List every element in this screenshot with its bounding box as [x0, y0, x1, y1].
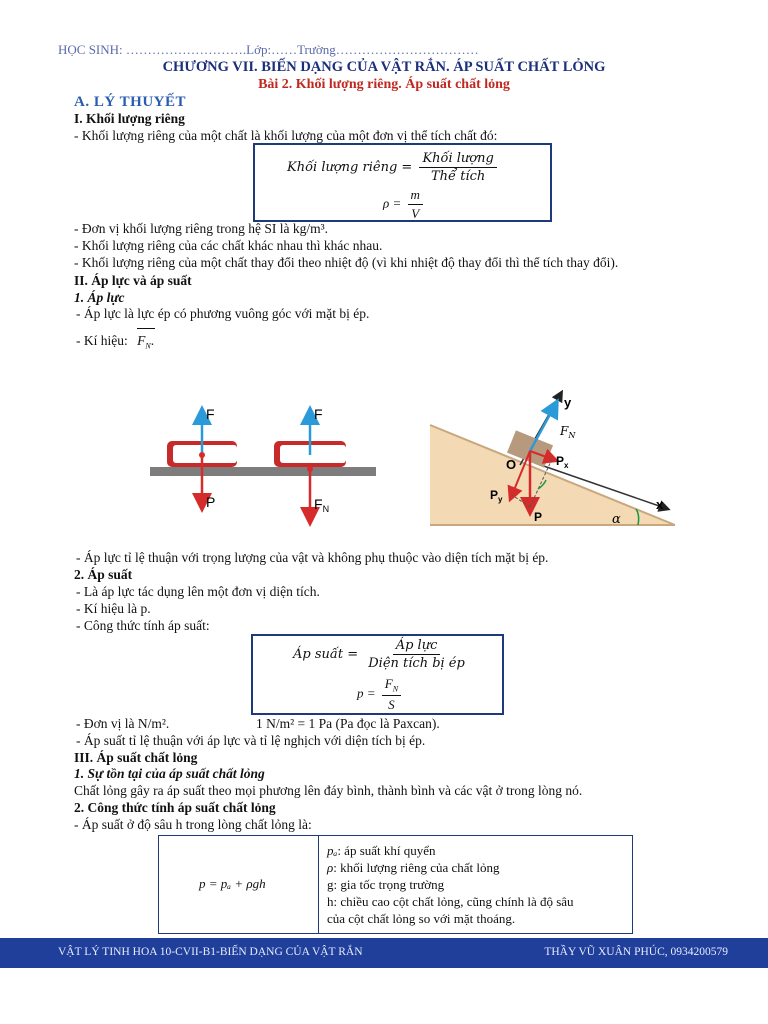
liquid-formula-intro: - Áp suất ở độ sâu h trong lòng chất lỏng là:	[74, 817, 312, 832]
density-heading: I. Khối lượng riêng	[74, 111, 185, 126]
pressure-definition: - Là áp lực tác dụng lên một đơn vị diện tích.	[76, 584, 320, 599]
force-definition: - Áp lực là lực ép có phương vuông góc với mặt bị ép.	[76, 306, 370, 321]
label-alpha: α	[612, 512, 621, 527]
density-formula-symbolic: ρ = $\frac{m}{V}$	[383, 187, 426, 222]
force-property: - Áp lực tỉ lệ thuận với trọng lượng của vật và không phụ thuộc vào diện tích mặt bị ép.	[76, 550, 549, 565]
legend-density: ρ: khối lượng riêng của chất lỏng	[327, 860, 500, 875]
label-px: $P_x$	[556, 454, 569, 470]
legend-gravity: g: gia tốc trọng trường	[327, 877, 445, 892]
density-formula-box	[253, 143, 552, 222]
label-f-2: F	[314, 406, 323, 422]
label-y: y	[564, 395, 572, 410]
liquid-formula-heading: 2. Công thức tính áp suất chất lỏng	[74, 800, 276, 815]
density-unit: - Đơn vị khối lượng riêng trong hệ SI là kg/m³.	[74, 221, 328, 236]
label-x: x	[656, 497, 664, 512]
pressure-formula-label: - Công thức tính áp suất:	[76, 618, 210, 633]
pressure-property: - Áp suất tỉ lệ thuận với áp lực và tỉ lệ nghịch với diện tích bị ép.	[76, 733, 426, 748]
label-p-incline: P	[534, 510, 543, 524]
pressure-symbol: - Kí hiệu là p.	[76, 601, 151, 616]
liquid-formula-table	[158, 835, 633, 934]
footer-right: THẦY VŨ XUÂN PHÚC, 0934200579	[544, 946, 728, 958]
legend-height: h: chiều cao cột chất lỏng, cũng chính là độ sâu	[327, 894, 574, 909]
page-footer	[0, 938, 768, 968]
density-line-3: - Khối lượng riêng của một chất thay đổi theo nhiệt độ (vì khi nhiệt độ thay đổi thì thể tích thay đổi).	[74, 255, 619, 270]
formula-legend	[327, 842, 574, 927]
lesson-title: Bài 2. Khối lượng riêng. Áp suất chất lỏng	[258, 77, 510, 92]
force-symbol: $F_N$	[137, 333, 151, 351]
table-surface	[150, 467, 376, 476]
chapter-title: CHƯƠNG VII. BIẾN DẠNG CỦA VẬT RẮN. ÁP SUẤT CHẤT LỎNG	[162, 59, 606, 75]
footer-left: VẬT LÝ TINH HOA 10-CVII-B1-BIẾN DẠNG CỦA VẬT RẮN	[58, 946, 363, 958]
label-fn-incline: $F_N$	[560, 424, 576, 440]
pressure-heading: II. Áp lực và áp suất	[74, 273, 192, 288]
label-p-1: P	[206, 494, 216, 510]
section-a-heading: A. LÝ THUYẾT	[74, 94, 186, 110]
label-o: O	[506, 457, 517, 472]
liquid-heading: III. Áp suất chất lỏng	[74, 750, 198, 765]
pressure-sub-heading: 2. Áp suất	[74, 567, 133, 582]
pressure-unit-pascal: 1 N/m² = 1 Pa (Pa đọc là Paxcan).	[256, 716, 440, 731]
pressure-unit: - Đơn vị là N/m².	[76, 716, 170, 731]
liquid-pressure-formula: p = pₐ + ρgh	[199, 876, 266, 891]
force-heading: 1. Áp lực	[74, 290, 125, 305]
pressure-formula: Áp suất = $\frac{\text{Áp lực}}{\text{Diện tích bị ép}}$	[293, 638, 465, 671]
force-symbol-line: - Kí hiệu: $F_N$.	[76, 333, 154, 351]
liquid-exist-text: Chất lỏng gây ra áp suất theo mọi phương lên đáy bình, thành bình và các vật ở trong lòng nó.	[74, 783, 583, 798]
legend-height-cont: của cột chất lỏng so với mặt thoáng.	[327, 911, 516, 926]
legend-atm-pressure: pₐ: áp suất khí quyển	[327, 843, 436, 858]
label-f-1: F	[206, 406, 215, 422]
density-definition: - Khối lượng riêng của một chất là khối lượng của một đơn vị thể tích chất đó:	[74, 128, 498, 143]
density-line-2: - Khối lượng riêng của các chất khác nhau thì khác nhau.	[74, 238, 383, 253]
student-info-line: HỌC SINH: ……………………….Lớp:……Trường……………………………	[58, 42, 479, 57]
label-fn: $F_N$	[314, 496, 330, 514]
pressure-formula-symbolic: p = $\frac{F_N}{S}$	[357, 676, 404, 713]
liquid-exist-heading: 1. Sự tồn tại của áp suất chất lỏng	[74, 766, 265, 781]
label-py: $P_y$	[490, 488, 503, 504]
density-formula: Khối lượng riêng = $\frac{\text{Khối lượng}}{\text{Thể tích}}$	[287, 151, 500, 184]
pressure-formula-box	[251, 634, 504, 715]
force-diagram	[140, 385, 700, 535]
